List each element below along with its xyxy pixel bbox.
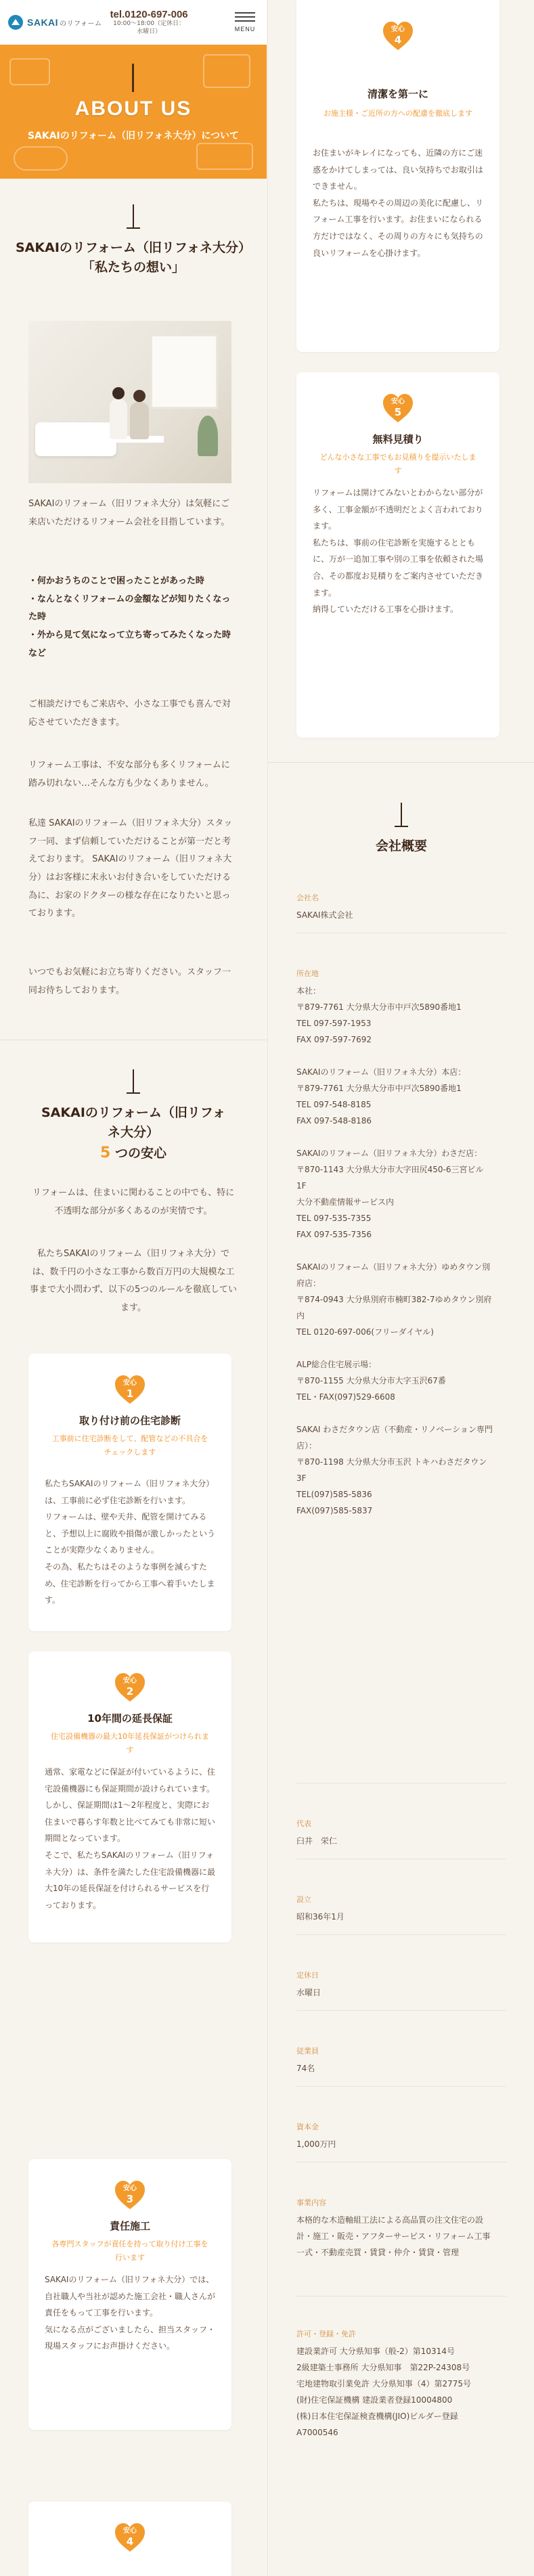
intro-bullet: ・外から見て気になって立ち寄ってみたくなった時 など [28, 629, 240, 659]
family-photo [28, 321, 231, 483]
card-lead: 住宅設備機器の最大10年延長保証がつけられます [51, 1732, 209, 1754]
intro-paragraph-4: 私達 SAKAIのリフォーム（旧リフォネ大分）スタッフ一同、まず信頼していただけることが第一だと考えております。 SAKAIのリフォーム（旧リフォネ大分）はお客様に末永いお付き合いをしていただける為に、お家のドクターの様な存在になりたいと思っております。 [28, 818, 233, 919]
hero-doodle [196, 143, 253, 170]
company-row-label: 従業員 [296, 2047, 319, 2056]
heart-badge-number: 4 [394, 34, 402, 46]
heart-badge-number: 1 [126, 1387, 134, 1400]
company-row-value: 昭和36年1月 [296, 1912, 344, 1922]
safety-title [14, 1103, 253, 1164]
heart-badge-icon [382, 393, 414, 424]
row-divider [296, 2010, 506, 2011]
photo-window [150, 334, 218, 409]
company-row-value: 74名 [296, 2064, 315, 2073]
card-title: 取り付け前の住宅診断 [79, 1415, 181, 1427]
intro-bullet: ・何かおうちのことで困ったことがあった時 [28, 576, 204, 586]
heart-badge-label: 安心 [391, 398, 405, 405]
company-row-value: 本格的な木造軸組工法による高品質の注文住宅の設計・施工・販売・アフターサービス・リフォーム工事一式・不動産売買・賃貸・仲介・賃貸・管理 [296, 2215, 491, 2257]
hero-doodle [14, 146, 68, 171]
intro-paragraph-2: ご相談だけでもご来店や、小さな工事でも喜んで対応させていただきます。 [28, 699, 231, 728]
intro-paragraph-5: いつでもお気軽にお立ち寄りください。スタッフ一同お待ちしております。 [28, 967, 231, 996]
heart-badge-number: 3 [126, 2193, 134, 2205]
hero-title: ABOUT US [74, 97, 192, 120]
card-lead: どんな小さな工事でもお見積りを提示いたします [319, 453, 476, 475]
card-title: 清潔を第一に [367, 88, 428, 100]
intro-paragraph-1: SAKAIのリフォーム（旧リフォネ大分）は気軽にご来店いただけるリフォーム会社を目指しています。 [28, 499, 230, 527]
safety-card-3 [28, 2159, 231, 2430]
row-divider [296, 2086, 506, 2087]
card-body: SAKAIのリフォーム（旧リフォネ大分）では、自社職人や当社が認めた施工会社・職人さんが責任をもって工事を行います。 気になる点がございましたら、担当スタッフ・現場スタッフにお声掛けください。 [45, 2275, 216, 2351]
card-title: 10年間の延長保証 [87, 1712, 173, 1725]
business-hours: 10:00～18:00（定休日： [113, 20, 185, 27]
company-table [296, 873, 506, 2572]
section-divider [268, 762, 534, 763]
right-column [267, 0, 534, 2576]
hamburger-bar [235, 20, 255, 22]
safety-title-line-1: SAKAIのリフォーム（旧リフォ [41, 1105, 225, 1120]
card-lead: 工事前に住宅診断をして、配管などの不具合をチェックします [51, 1434, 208, 1457]
heart-badge-label: 安心 [123, 1379, 137, 1387]
heart-badge-icon [114, 1672, 146, 1703]
company-row-label: 事業内容 [296, 2198, 326, 2207]
menu-label: MENU [234, 26, 256, 32]
heart-badge-number: 5 [394, 406, 402, 418]
card-body: 通常、家電などに保証が付いているように、住宅設備機器にも保証期間が設けられています。 しかし、保証期間は1～2年程度と、実際にお住まいで暮らす年数と比べてみても非常に短い期間となっています。 そこで、私たちSAKAIのリフォーム（旧リフォネ大分）は、条件を満たした住宅設備機器に最大10年の延長保証を付けられるサービスを行っております。 [45, 1767, 216, 1910]
safety-title-line-2: ネ大分） [107, 1124, 159, 1140]
intro-bullet: ・なんとなくリフォームの金額などが知りたくなった時 [28, 594, 231, 623]
company-row-label: 代表 [296, 1819, 311, 1828]
company-row-value: 本社： 〒879-7761 大分県大分市中戸次5890番地1 TEL 097-597-1953 FAX 097-597-7692 SAKAIのリフォーム（旧リフォネ大分）本店： 〒879-7761 大分県大分市中戸次5890番地1 TEL 097-548-8185 FAX 097-548-8186 SAKAIのリフォーム（旧リフォネ大分）わさだ店： 〒870-1143 大分県大分市大字田尻450-6三宮ビル1F 大分不動産情報サービス内 TEL 097-535-7355 FAX 097-535-7356 SAKAIのリフォーム（旧リフォネ大分）ゆめタウン別府店： 〒874-0943 大分県別府市楠町382-7ゆめタウン別府内 TEL 0120-697-006(フリーダイヤル) ALP総合住宅展示場： 〒870-1155 大分県大分市大字玉沢67番 TEL・FAX(097)529-6608 SAKAI わさだタウン店（不動産・リノベーション専門店）： 〒870-1198 大分県大分市玉沢 トキハわさだタウン3F TEL(097)585-5836 FAX(097)585-5837 [296, 986, 493, 1515]
logo-text: SAKAI のリフォーム [27, 17, 102, 28]
heart-badge-label: 安心 [391, 26, 405, 33]
company-row-value: 1,000万円 [296, 2139, 336, 2149]
row-divider [296, 1934, 506, 1935]
company-row-label: 資本金 [296, 2123, 319, 2131]
photo-plant [198, 416, 218, 456]
hero-doodle [9, 58, 50, 85]
tel-number[interactable]: tel.0120-697-006 [110, 8, 188, 20]
photo-person [110, 399, 127, 439]
heart-badge-label: 安心 [123, 1677, 137, 1685]
safety-title-suffix: つの安心 [114, 1146, 166, 1161]
photo-person-head [133, 390, 146, 402]
hero-subtitle: SAKAIのリフォーム（旧リフォネ大分）について [27, 131, 240, 141]
company-row-value: 臼井 栄仁 [296, 1836, 338, 1846]
logo-house-icon [8, 15, 23, 30]
company-row-value: 水曜日 [296, 1988, 321, 1997]
company-row-label: 設立 [296, 1895, 311, 1904]
hamburger-icon [235, 12, 255, 14]
site-header [0, 0, 267, 45]
safety-card-4 [296, 0, 499, 352]
safety-count: 5 [100, 1145, 111, 1161]
intro-bullets [28, 573, 238, 663]
hero-doodle [203, 54, 250, 88]
heart-badge-icon [114, 2179, 146, 2211]
section-arrow-icon [127, 1069, 140, 1094]
photo-person [130, 402, 149, 439]
company-row-label: 定休日 [296, 1971, 319, 1980]
safety-card-1 [28, 1354, 231, 1631]
company-row-label: 所在地 [296, 969, 319, 978]
photo-person-head [112, 387, 125, 399]
business-hours-closed: 水曜日） [137, 28, 162, 35]
heart-badge-label: 安心 [123, 2527, 137, 2535]
heart-badge-number: 4 [126, 2535, 134, 2548]
safety-paragraph-2: 私たちSAKAIのリフォーム（旧リフォネ大分）では、数千円の小さな工事から数百万円の大規模な工事まで大小問わず、以下の5つのルールを徹底しています。 [30, 1249, 237, 1313]
section-arrow-icon [127, 204, 140, 229]
card-title: 責任施工 [109, 2220, 150, 2232]
heart-badge-icon [382, 20, 414, 51]
heart-badge-icon [114, 1374, 146, 1405]
card-lead: お施主様・ご近所の方への配慮を徹底します [324, 109, 472, 118]
heart-badge-icon [114, 2522, 146, 2553]
company-row-value: SAKAI株式会社 [296, 910, 353, 920]
tel-box[interactable] [110, 9, 188, 36]
safety-card-2 [28, 1651, 231, 1942]
hamburger-bar [235, 16, 255, 18]
card-body: お住まいがキレイになっても、近隣の方にご迷惑をかけてしまっては、良い気持ちでお取引はできません。 私たちは、現場やその周辺の美化に配慮し、リフォーム工事を行います。お住まいになられる方だけではなく、その周りの方々にも気持ちの良いリフォームを心掛けます。 [313, 148, 484, 258]
safety-paragraph-1: リフォームは、住まいに関わることの中でも、特に不透明な部分が多くあるのが実情です。 [32, 1188, 235, 1216]
hero-banner [0, 45, 267, 179]
company-row-label: 会社名 [296, 893, 319, 902]
intro-title: SAKAIのリフォーム（旧リフォネ大分）「私たちの想い」 [16, 240, 251, 275]
site-logo[interactable] [8, 15, 102, 30]
company-title: 会社概要 [375, 839, 427, 853]
heart-badge-label: 安心 [123, 2185, 137, 2192]
safety-card-5 [296, 372, 499, 738]
card-body: リフォームは開けてみないとわからない部分が多く、工事金額が不透明だとよく言われております。 私たちは、事前の住宅診断を実施するとともに、万が一追加工事や別の工事を依頼された場合、その都度お見積りをご案内させていただきます。 納得していただける工事を心掛けます。 [313, 488, 484, 615]
hero-divider-line [132, 64, 134, 92]
safety-title-line-3 [14, 1142, 253, 1164]
menu-button[interactable] [231, 12, 259, 32]
section-arrow-icon [395, 803, 408, 827]
heart-badge-number: 2 [126, 1685, 134, 1697]
card-lead: 各専門スタッフが責任を持って取り付け工事を行います [51, 2240, 208, 2262]
safety-card-4-preview [28, 2502, 231, 2576]
company-row-value: 建設業許可 大分県知事（般-2）第10314号 2級建築士事務所 大分県知事 第22P-24308号 宅地建物取引業免許 大分県知事（4）第2775号 (財)住宅保証機構 建設業者登録10004800 (株)日本住宅保証検査機構(JIO)ビルダー登録A7000546 [296, 2347, 471, 2437]
company-row-label: 許可・登録・免許 [296, 2330, 356, 2338]
card-body: 私たちSAKAIのリフォーム（旧リフォネ大分）は、工事前に必ず住宅診断を行います。 リフォームは、壁や天井、配管を開けてみると、予想以上に腐敗や損傷が激しかったということが実際少なくありません。 その為、私たちはそのような事例を減らすため、住宅診断を行ってから工事へ着手いたします。 [45, 1479, 216, 1605]
intro-paragraph-3: リフォーム工事は、不安な部分も多くリフォームに踏み切れない…そんな方も少なくありません。 [28, 760, 230, 789]
card-title: 無料見積り [372, 433, 424, 445]
